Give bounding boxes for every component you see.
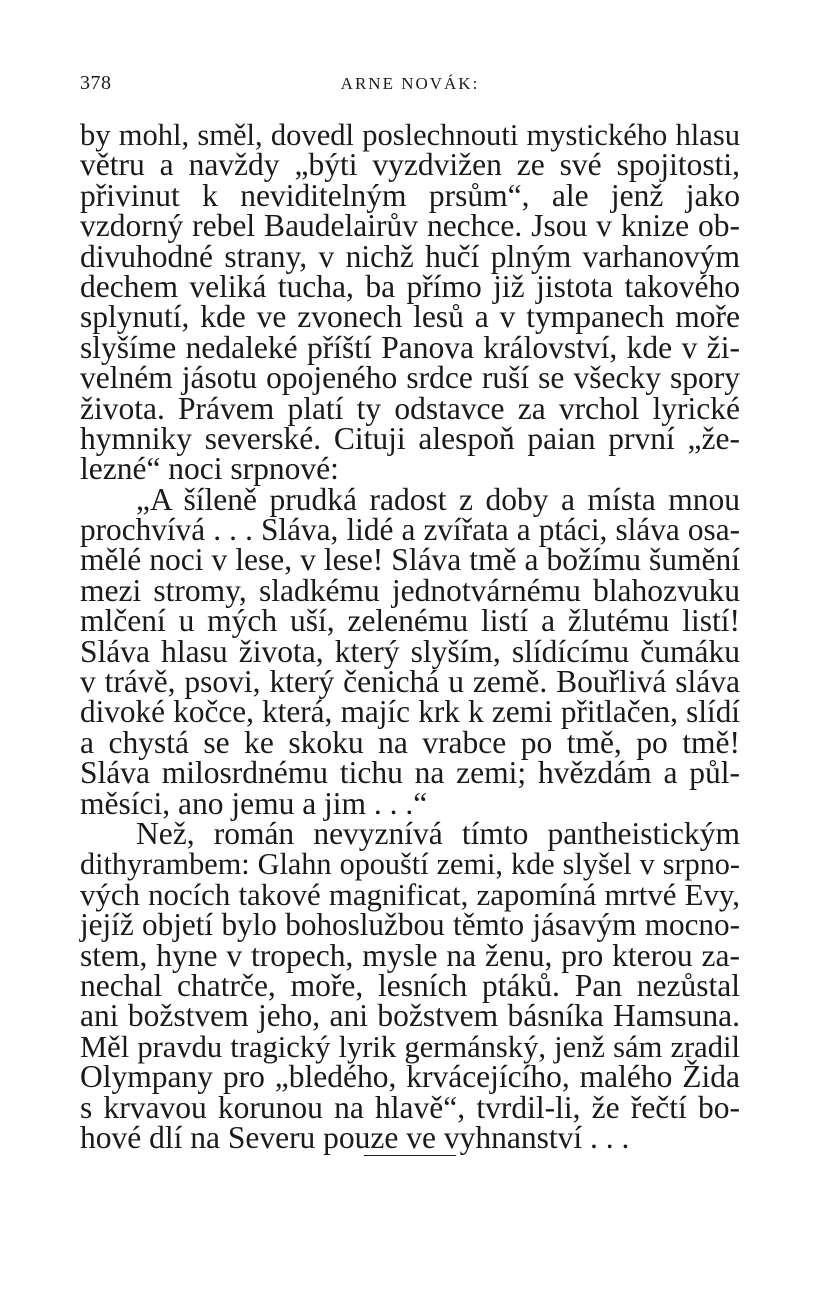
text-line: měsíci, ano jemu a jim . . .“ xyxy=(80,785,428,821)
page-header xyxy=(80,72,740,106)
text-line: „A šíleně prudká radost z doby a místa mnou xyxy=(136,481,740,517)
text-line: Než, román nevyznívá tímto pantheistickým xyxy=(136,815,740,851)
text-line: větru a navždy „býti vyzdvižen ze své spojitosti, xyxy=(80,147,740,183)
text-line: Sláva hlasu života, který slyším, slídícímu čumáku xyxy=(80,633,740,669)
text-line: splynutí, kde ve zvonech lesů a v tympanech moře xyxy=(80,299,740,335)
text-line: vých nocích takové magnificat, zapomíná mrtvé Evy, xyxy=(80,877,740,912)
body-text xyxy=(80,120,740,1153)
section-divider-rule xyxy=(364,1155,456,1156)
text-line: Měl pravdu tragický lyrik germánský, jenž sám zradil xyxy=(80,1029,740,1064)
text-line: dithyrambem: Glahn opouští zemi, kde slyšel v srpno- xyxy=(80,847,740,882)
text-line: hové dlí na Severu pouze ve vyhnanství . . . xyxy=(80,1119,630,1155)
text-line: v trávě, psovi, který čenichá u země. Bouřlivá sláva xyxy=(80,664,740,700)
text-line: lezné“ noci srpnové: xyxy=(80,451,339,487)
text-line: stem, hyne v tropech, mysle na ženu, pro kterou za- xyxy=(80,937,740,973)
text-line: slyšíme nedaleké příští Panova království, kde v ži- xyxy=(80,329,740,365)
text-line: Sláva milosrdnému tichu na zemi; hvězdám a půl- xyxy=(80,755,740,791)
text-line: divoké kočce, která, majíc krk k zemi přitlačen, slídí xyxy=(80,694,740,730)
page-number: 378 xyxy=(80,72,112,94)
text-line: jejíž objetí bylo bohoslužbou těmto jásavým mocno- xyxy=(80,907,740,943)
text-line: hymniky severské. Cituji alespoň paian první „že- xyxy=(80,420,740,456)
text-line: mělé noci v lese, v lese! Sláva tmě a božímu šumění xyxy=(80,542,740,578)
text-line: vzdorný rebel Baudelairův nechce. Jsou v knize ob- xyxy=(80,208,740,244)
book-page xyxy=(80,72,740,1153)
text-line: ani božstvem jeho, ani božstvem básníka Hamsuna. xyxy=(80,998,740,1034)
text-line: dechem veliká tucha, ba přímo již jistota takového xyxy=(80,268,740,304)
text-line: nechal chatrče, moře, lesních ptáků. Pan nezůstal xyxy=(80,967,740,1003)
text-line: s krvavou korunou na hlavě“, tvrdil-li, že řečtí bo- xyxy=(80,1089,740,1125)
text-line: by mohl, směl, dovedl poslechnouti mystického hlasu xyxy=(80,118,740,152)
text-line: Olympany pro „bledého, krvácejícího, malého Žida xyxy=(80,1059,740,1095)
text-line: a chystá se ke skoku na vrabce po tmě, po tmě! xyxy=(80,724,740,760)
text-line: života. Právem platí ty odstavce za vrchol lyrické xyxy=(80,390,740,426)
text-line: mlčení u mých uší, zelenému listí a žlutému listí! xyxy=(80,603,740,639)
text-line: mezi stromy, sladkému jednotvárnému blahozvuku xyxy=(80,572,740,608)
text-line: velném jásotu opojeného srdce ruší se všecky spory xyxy=(80,360,740,396)
running-head: ARNE NOVÁK: xyxy=(340,74,480,93)
text-line: prochvívá . . . Sláva, lidé a zvířata a ptáci, sláva osa- xyxy=(80,512,740,548)
text-line: divuhodné strany, v nichž hučí plným varhanovým xyxy=(80,238,740,274)
text-line: přivinut k neviditelným prsům“, ale jenž jako xyxy=(80,177,740,213)
